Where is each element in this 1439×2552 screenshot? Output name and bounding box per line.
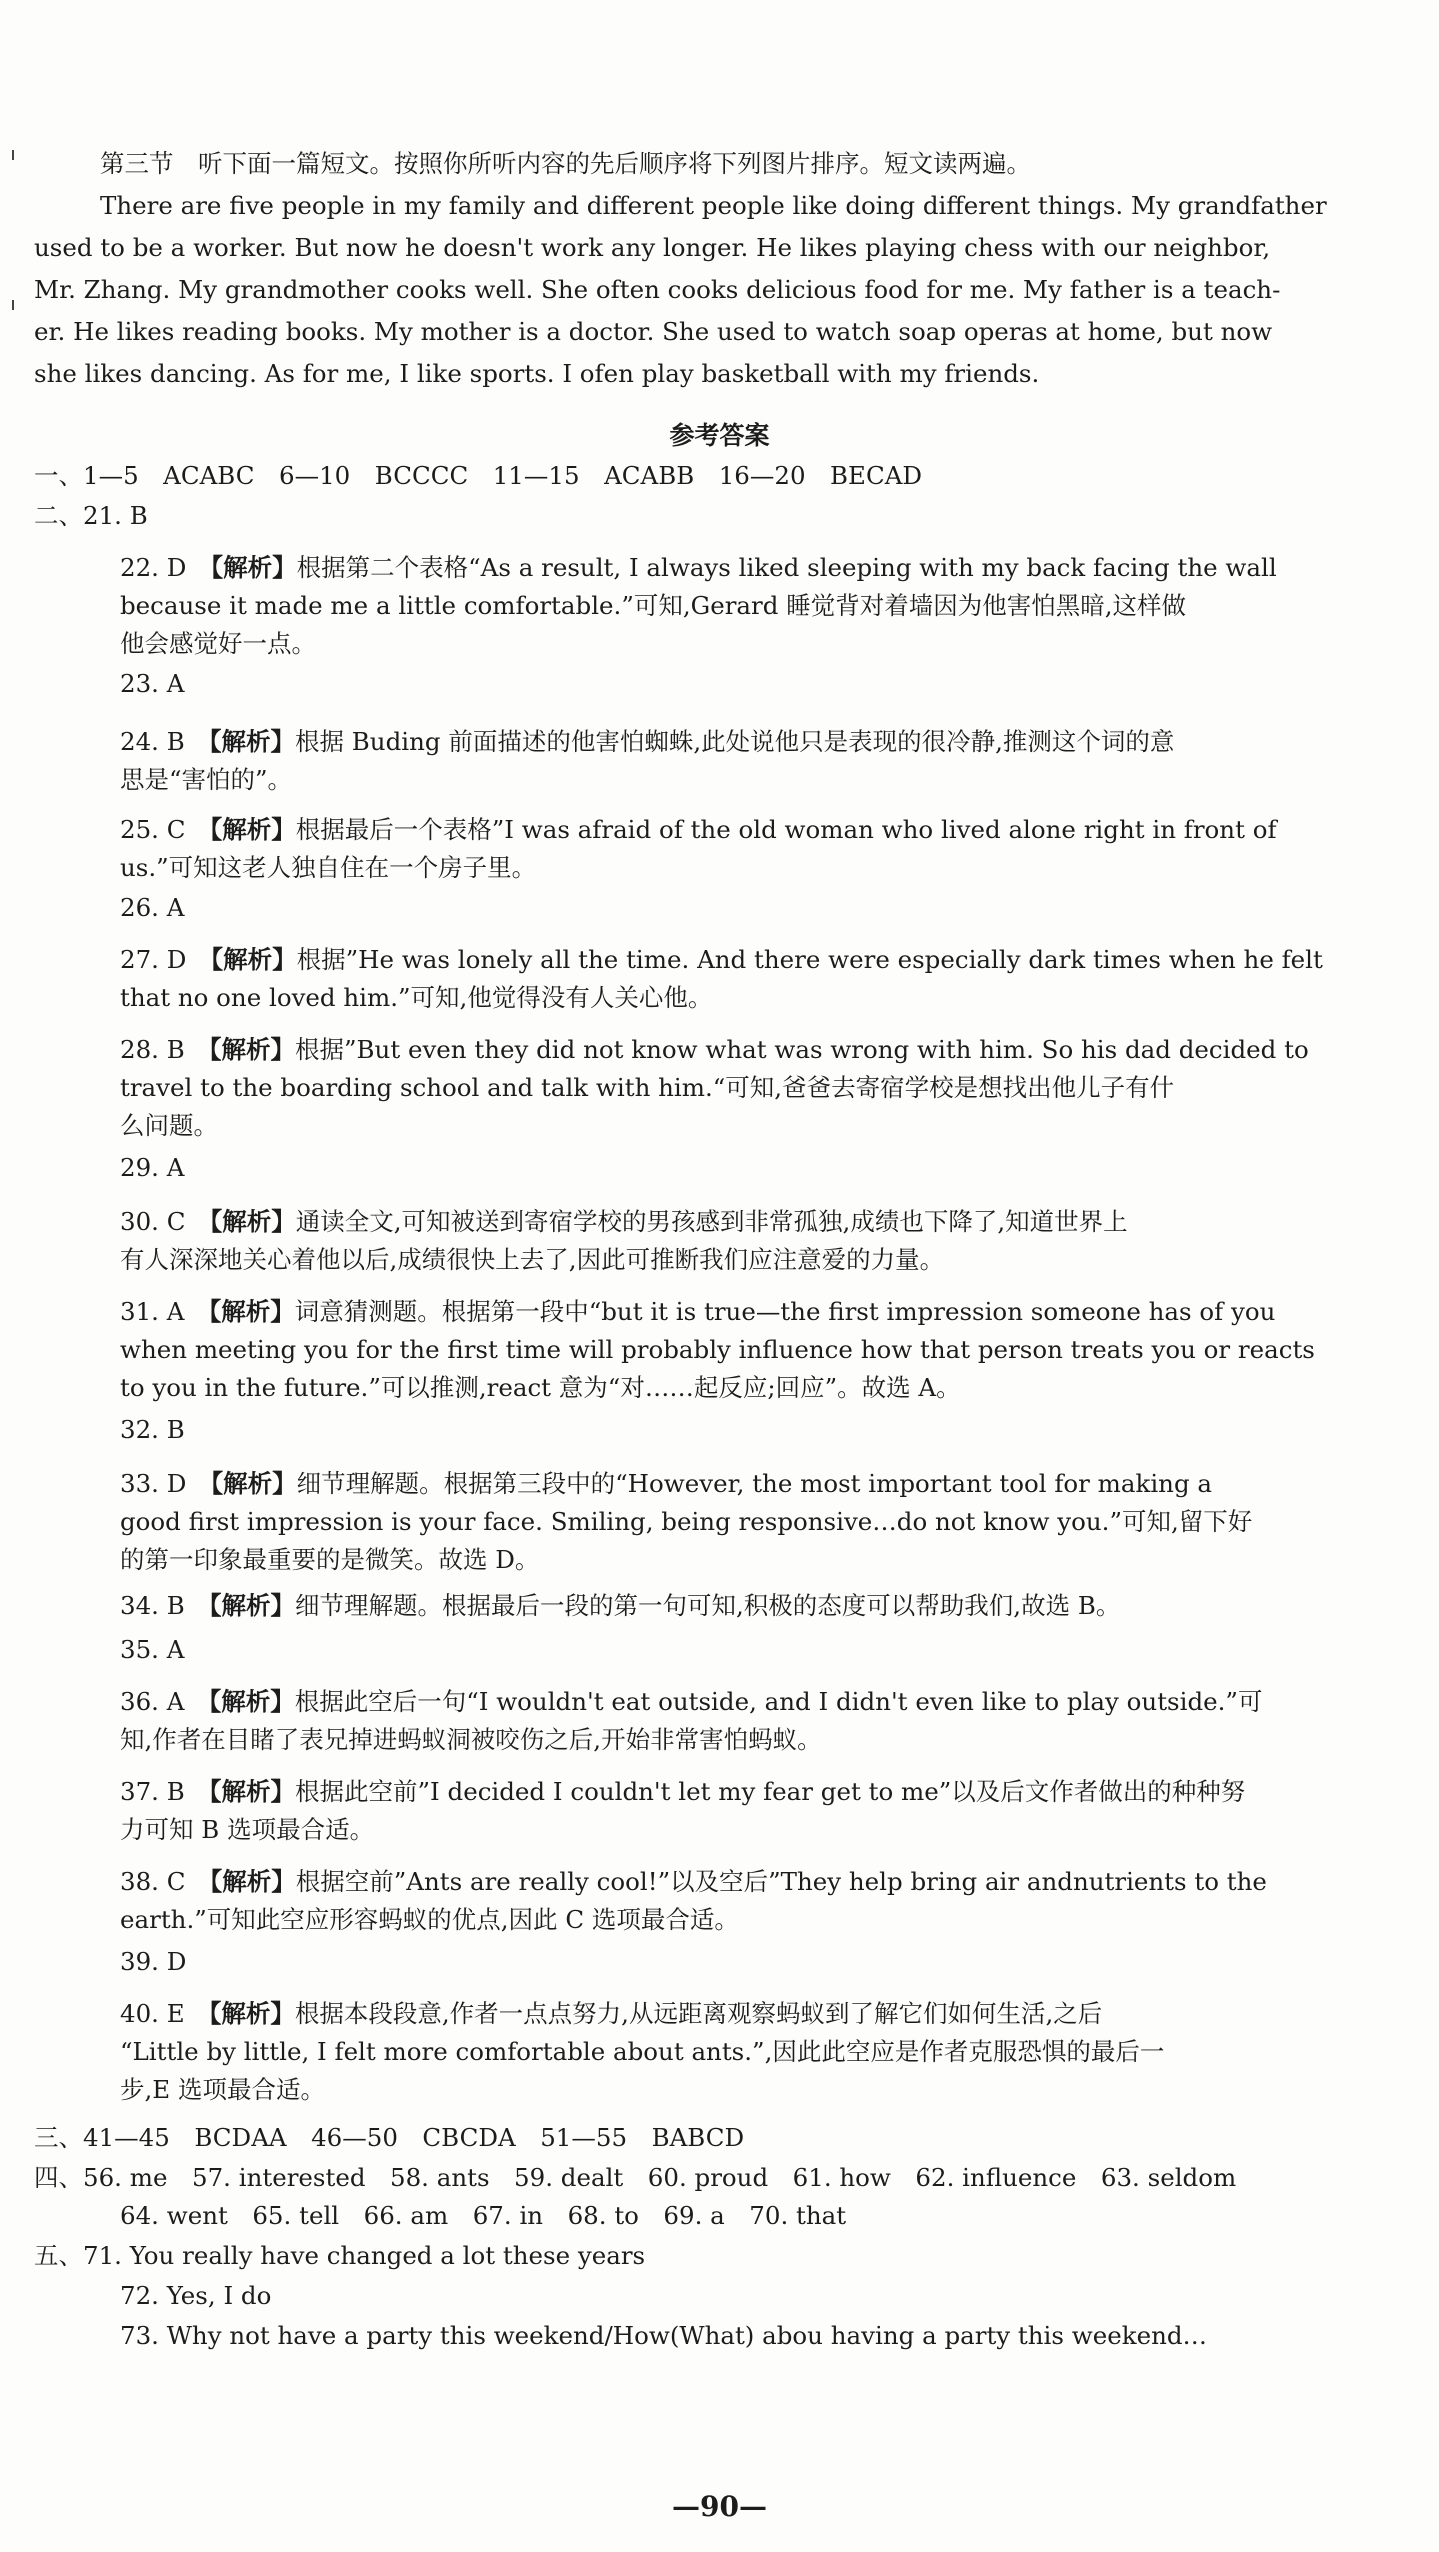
page-number: —90— — [672, 2490, 767, 2523]
answer-item: 32. B — [120, 1415, 185, 1444]
answer-item: 25. C 【解析】根据最后一个表格”I was afraid of the old woman who lived alone right in front of — [120, 815, 1277, 844]
answer-line: 他会感觉好一点。 — [120, 629, 316, 658]
margin-mark — [12, 300, 14, 310]
answer-line: that no one loved him.”可知,他觉得没有人关心他。 — [120, 983, 713, 1012]
answer-line: good first impression is your face. Smiling, being responsive…do not know you.”可知,留下好 — [120, 1507, 1253, 1536]
passage-line: she likes dancing. As for me, I like sports. I ofen play basketball with my friends. — [34, 359, 1040, 388]
answer-item: 22. D 【解析】根据第二个表格“As a result, I always liked sleeping with my back facing the wall — [120, 553, 1277, 582]
answer-item: 37. B 【解析】根据此空前”I decided I couldn't let my fear get to me”以及后文作者做出的种种努 — [120, 1777, 1246, 1806]
answer-line: 有人深深地关心着他以后,成绩很快上去了,因此可推断我们应注意爱的力量。 — [120, 1245, 945, 1274]
answer-item: 31. A 【解析】词意猜测题。根据第一段中“but it is true—the first impression someone has of you — [120, 1297, 1276, 1326]
answer-line: when meeting you for the first time will probably influence how that person treats you or reacts — [120, 1335, 1315, 1364]
answer-line: 知,作者在目睹了表兄掉进蚂蚁洞被咬伤之后,开始非常害怕蚂蚁。 — [120, 1725, 822, 1754]
answer-item: 39. D — [120, 1947, 187, 1976]
answer-line: “Little by little, I felt more comfortable about ants.”,因此此空应是作者克服恐惧的最后一 — [120, 2037, 1165, 2066]
passage-line: There are five people in my family and different people like doing different things. My grandfather — [100, 191, 1327, 220]
answer-line: 四、56. me 57. interested 58. ants 59. dealt 60. proud 61. how 62. influence 63. seldom — [34, 2163, 1237, 2192]
answer-line: because it made me a little comfortable.”可知,Gerard 睡觉背对着墙因为他害怕黑暗,这样做 — [120, 591, 1186, 620]
answer-line: 72. Yes, I do — [120, 2281, 272, 2310]
answer-item: 33. D 【解析】细节理解题。根据第三段中的“However, the most important tool for making a — [120, 1469, 1213, 1498]
answer-line: 五、71. You really have changed a lot these years — [34, 2241, 646, 2270]
answer-line: 73. Why not have a party this weekend/How(What) abou having a party this weekend… — [120, 2321, 1208, 2350]
section-heading: 第三节 听下面一篇短文。按照你所听内容的先后顺序将下列图片排序。短文读两遍。 — [100, 149, 1031, 178]
answer-line: 步,E 选项最合适。 — [120, 2075, 325, 2104]
answer-line: 三、41—45 BCDAA 46—50 CBCDA 51—55 BABCD — [34, 2123, 745, 2152]
answer-line: 的第一印象最重要的是微笑。故选 D。 — [120, 1545, 540, 1574]
answer-item: 23. A — [120, 669, 185, 698]
answer-item: 24. B 【解析】根据 Buding 前面描述的他害怕蜘蛛,此处说他只是表现的很冷静,推测这个词的意 — [120, 727, 1175, 756]
answer-line: 一、1—5 ACABC 6—10 BCCCC 11—15 ACABB 16—20 BECAD — [34, 461, 923, 490]
answer-line: 力可知 B 选项最合适。 — [120, 1815, 375, 1844]
answer-line: 思是“害怕的”。 — [120, 765, 293, 794]
answer-item: 28. B 【解析】根据”But even they did not know what was wrong with him. So his dad decided to — [120, 1035, 1309, 1064]
answer-line: us.”可知这老人独自住在一个房子里。 — [120, 853, 537, 882]
answer-line: earth.”可知此空应形容蚂蚁的优点,因此 C 选项最合适。 — [120, 1905, 739, 1934]
answer-line: travel to the boarding school and talk with him.“可知,爸爸去寄宿学校是想找出他儿子有什 — [120, 1073, 1175, 1102]
answer-line: 64. went 65. tell 66. am 67. in 68. to 69. a 70. that — [120, 2201, 847, 2230]
answer-item: 38. C 【解析】根据空前”Ants are really cool!”以及空后”They help bring air andnutrients to the — [120, 1867, 1267, 1896]
answer-item: 26. A — [120, 893, 185, 922]
margin-mark — [12, 150, 14, 160]
answer-item: 36. A 【解析】根据此空后一句“I wouldn't eat outside, and I didn't even like to play outside.”可 — [120, 1687, 1263, 1716]
answer-item: 34. B 【解析】细节理解题。根据最后一段的第一句可知,积极的态度可以帮助我们,故选 B。 — [120, 1591, 1121, 1620]
answer-line: to you in the future.”可以推测,react 意为“对……起反应;回应”。故选 A。 — [120, 1373, 961, 1402]
answer-item: 35. A — [120, 1635, 185, 1664]
passage-line: used to be a worker. But now he doesn't work any longer. He likes playing chess with our neighbor, — [34, 233, 1271, 262]
answer-line: 二、21. B — [34, 501, 148, 530]
passage-line: er. He likes reading books. My mother is a doctor. She used to watch soap operas at home, but now — [34, 317, 1273, 346]
answer-item: 27. D 【解析】根据”He was lonely all the time. And there were especially dark times when he felt — [120, 945, 1323, 974]
answer-item: 29. A — [120, 1153, 185, 1182]
answer-item: 30. C 【解析】通读全文,可知被送到寄宿学校的男孩感到非常孤独,成绩也下降了,知道世界上 — [120, 1207, 1128, 1236]
answer-item: 40. E 【解析】根据本段段意,作者一点点努力,从远距离观察蚂蚁到了解它们如何生活,之后 — [120, 1999, 1103, 2028]
passage-line: Mr. Zhang. My grandmother cooks well. She often cooks delicious food for me. My father is a teach- — [34, 275, 1281, 304]
answer-line: 么问题。 — [120, 1111, 218, 1140]
answers-title: 参考答案 — [669, 421, 770, 450]
